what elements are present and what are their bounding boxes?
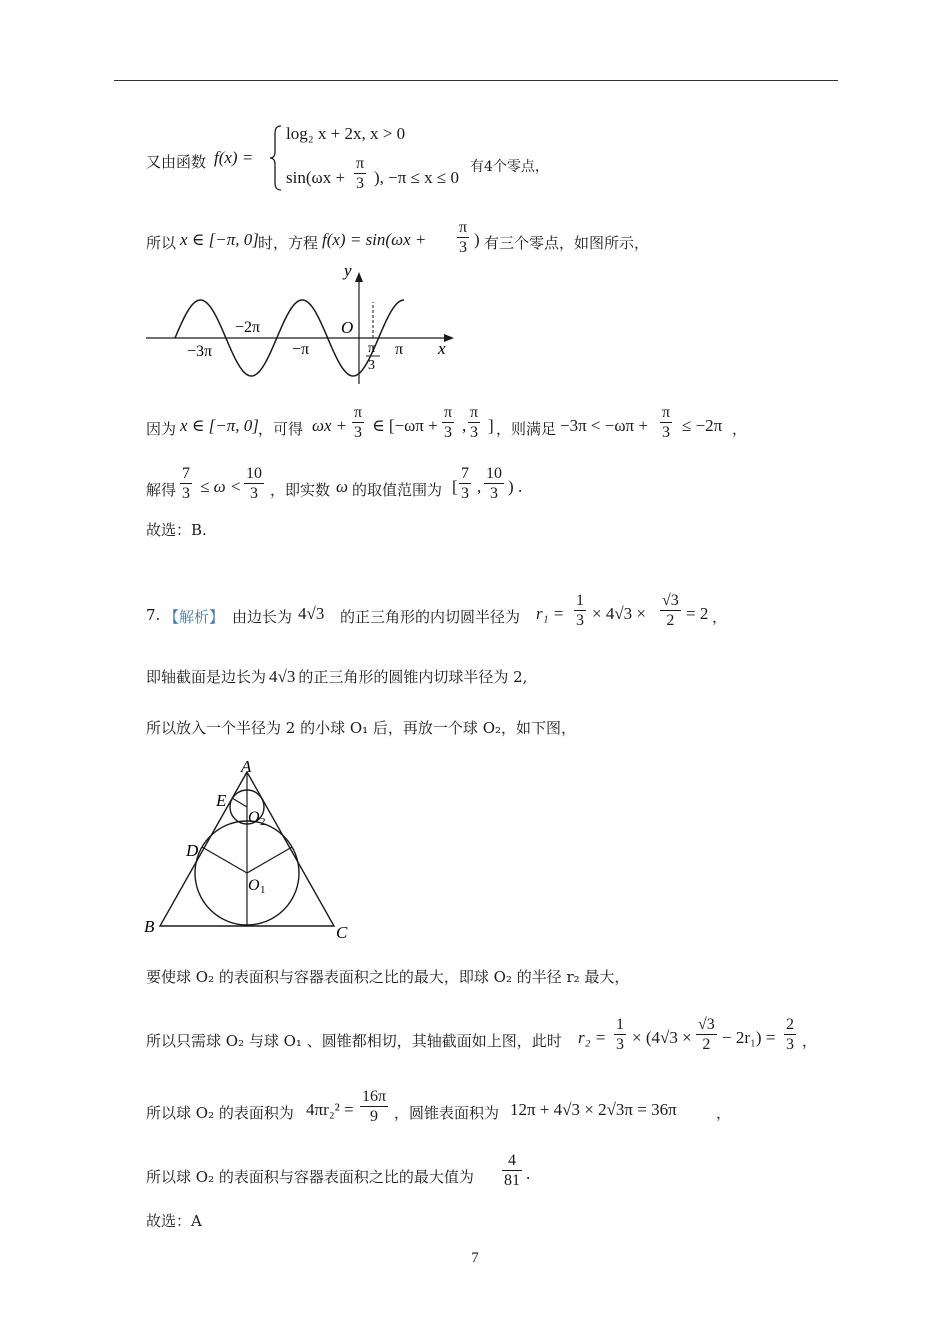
line-7: 即轴截面是边长为 4√3 的正三角形的圆锥内切球半径为 2, [146,667,528,686]
answer-b: 故选：B. [146,521,207,539]
answer-a: 故选：A [146,1212,202,1230]
analysis-tag: 【解析】 [164,608,225,626]
line-8: 所以放入一个半径为 2 的小球 O₁ 后，再放一个球 O₂，如下图， [146,719,577,737]
sine-graph [140,262,460,386]
tick-pi: π [395,341,404,358]
label-b: B [144,917,155,936]
label-a: A [241,757,252,776]
y-axis-label: y [344,262,352,280]
line-9: 要使球 O₂ 的表面积与容器表面积之比的最大，即球 O₂ 的半径 r₂ 最大， [146,968,630,986]
radius-oe [232,798,247,807]
x-axis-label: x [438,339,446,358]
header-rule [114,80,838,81]
label-d: D [186,841,199,860]
label-o1: O [248,877,260,894]
page-number: 7 [471,1250,479,1266]
tick-neg2pi: −2π [235,319,261,336]
case-2b: ), −π ≤ x ≤ 0 [374,168,459,187]
y-axis-arrow [355,272,363,282]
label-o2-sub: 2 [260,816,266,828]
tick-negpi: −π [292,341,310,358]
radius-right [247,847,292,873]
label-o2: O [248,809,260,826]
left-brace [269,124,283,192]
tick-pi3-den: 3 [368,358,375,373]
radius-od [202,847,247,873]
label-o1-sub: 1 [260,884,266,896]
origin-label: O [341,318,354,337]
label-c: C [336,923,348,942]
frac-pi-3: $\frac{\pi}{3}$ [356,155,365,192]
label-e: E [216,791,227,810]
case-2a: sin(ωx + [286,168,346,187]
case-1: log₂ x + 2x, x > 0 [286,124,406,143]
tick-neg3pi: −3π [187,343,213,360]
text-prefix: 又由函数 [146,153,207,171]
triangle-figure [140,752,360,942]
text-suffix: 有4个零点， [470,159,549,175]
tick-pi3-num: π [368,341,376,356]
fx-label: f(x) = [214,148,254,167]
